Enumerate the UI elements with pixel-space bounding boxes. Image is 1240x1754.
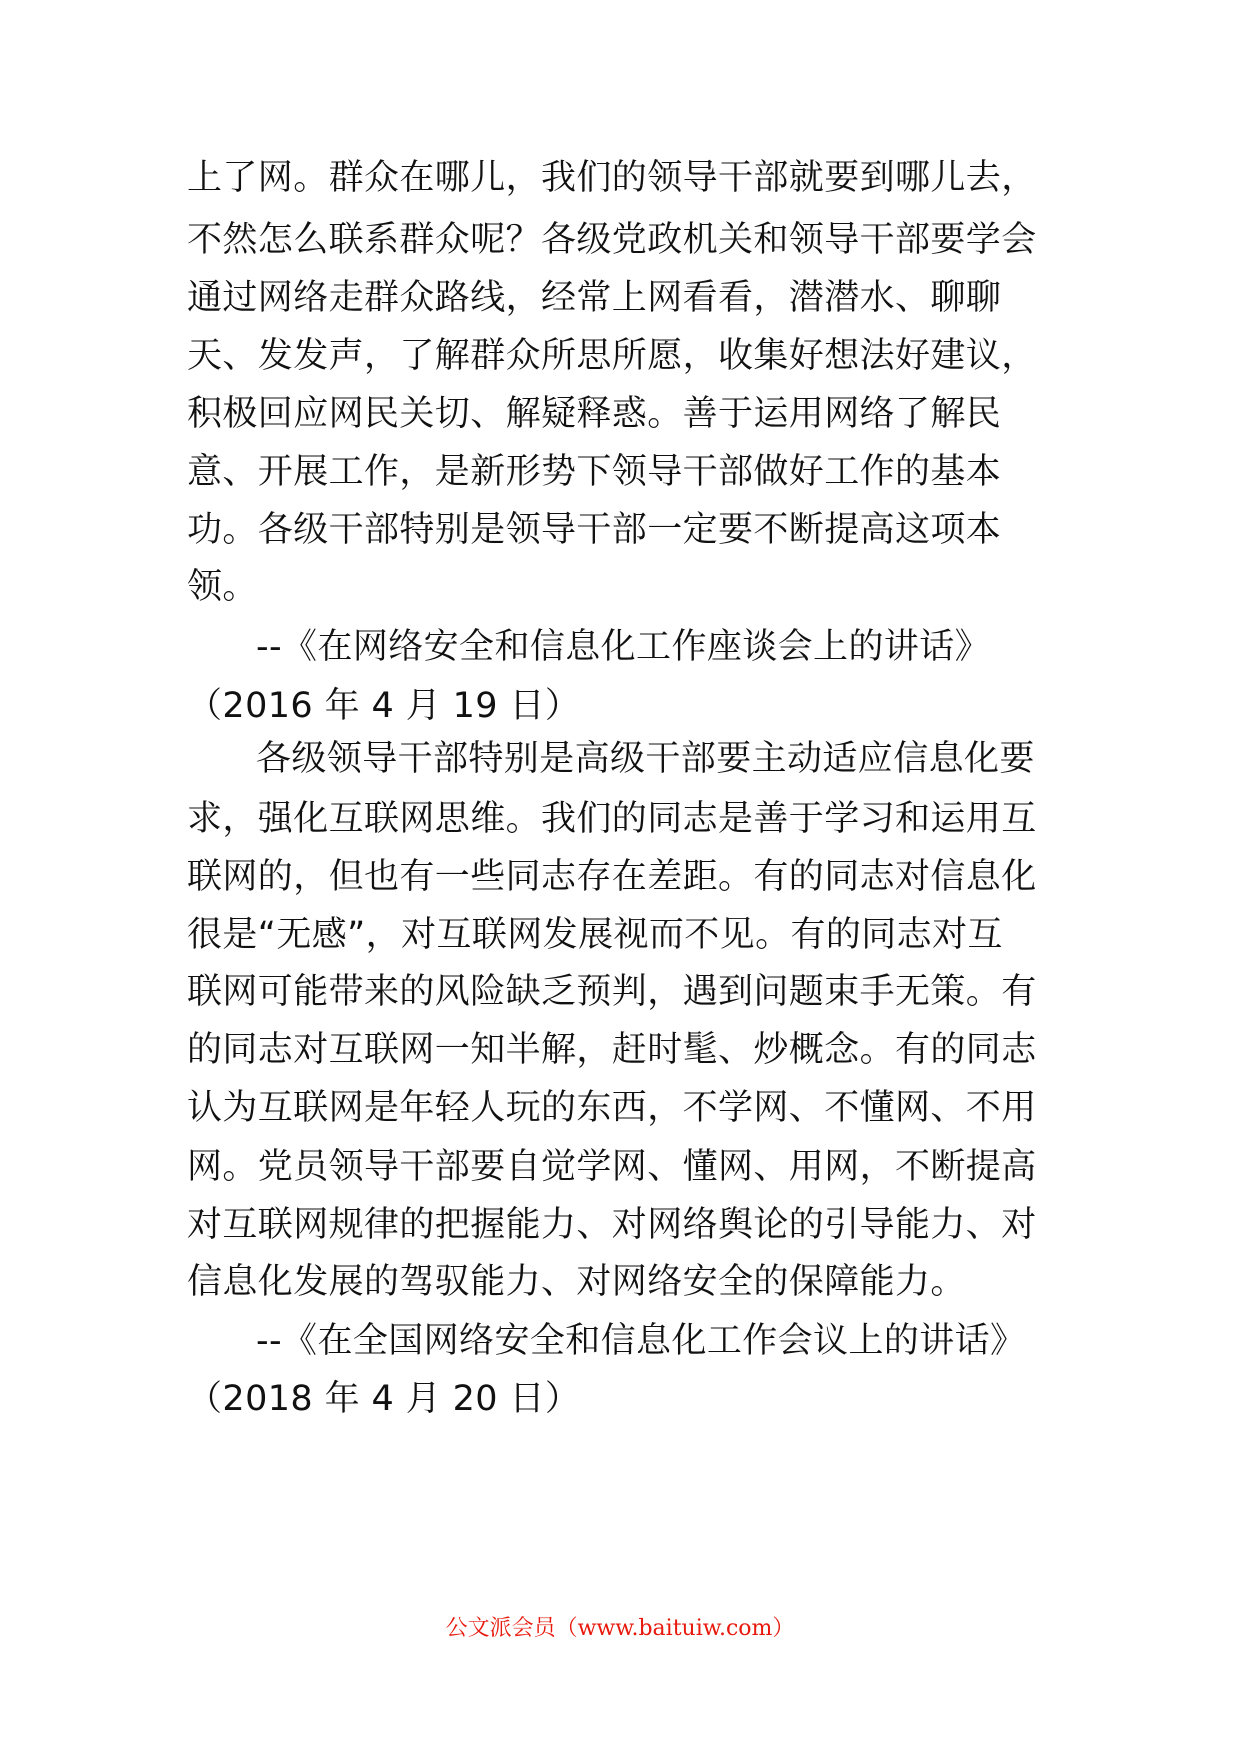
paragraph-2-line: 很是“无感”，对互联网发展视而不见。有的同志对互 <box>187 915 1003 955</box>
paragraph-1-line: 功。各级干部特别是领导干部一定要不断提高这项本 <box>187 510 1002 550</box>
paragraph-1-line: 天、发发声，了解群众所思所愿，收集好想法好建议， <box>187 336 1037 376</box>
paragraph-2-line: 联网的，但也有一些同志存在差距。有的同志对信息化 <box>187 857 1037 897</box>
paragraph-2-line: 联网可能带来的风险缺乏预判，遇到问题束手无策。有 <box>187 972 1037 1012</box>
paragraph-2-line: 对互联网规律的把握能力、对网络舆论的引导能力、对 <box>187 1205 1037 1245</box>
paragraph-2-line: 各级领导干部特别是高级干部要主动适应信息化要 <box>256 739 1035 779</box>
source-citation-1-date: （2016 年 4 月 19 日） <box>187 686 581 726</box>
paragraph-1-line: 积极回应网民关切、解疑释惑。善于运用网络了解民 <box>187 394 1002 434</box>
paragraph-1-line: 领。 <box>187 567 258 607</box>
paragraph-1-line: 通过网络走群众路线，经常上网看看，潜潜水、聊聊 <box>187 278 1002 318</box>
source-citation-2-title: --《在全国网络安全和信息化工作会议上的讲话》 <box>256 1321 1026 1361</box>
paragraph-2-line: 的同志对互联网一知半解，赶时髦、炒概念。有的同志 <box>187 1030 1037 1070</box>
paragraph-2-line: 信息化发展的驾驭能力、对网络安全的保障能力。 <box>187 1262 966 1302</box>
paragraph-1-line: 意、开展工作，是新形势下领导干部做好工作的基本 <box>187 452 1002 492</box>
paragraph-2-line: 认为互联网是年轻人玩的东西，不学网、不懂网、不用 <box>187 1088 1037 1128</box>
paragraph-2-line: 网。党员领导干部要自觉学网、懂网、用网，不断提高 <box>187 1147 1037 1187</box>
paragraph-2-line: 求，强化互联网思维。我们的同志是善于学习和运用互 <box>187 799 1037 839</box>
footer-watermark: 公文派会员（www.baituiw.com） <box>445 1616 795 1641</box>
source-citation-1-title: --《在网络安全和信息化工作座谈会上的讲话》 <box>256 627 991 667</box>
source-citation-2-date: （2018 年 4 月 20 日） <box>187 1379 581 1419</box>
paragraph-1-line: 上了网。群众在哪儿，我们的领导干部就要到哪儿去， <box>187 158 1037 198</box>
paragraph-1-line: 不然怎么联系群众呢？各级党政机关和领导干部要学会 <box>187 220 1037 260</box>
